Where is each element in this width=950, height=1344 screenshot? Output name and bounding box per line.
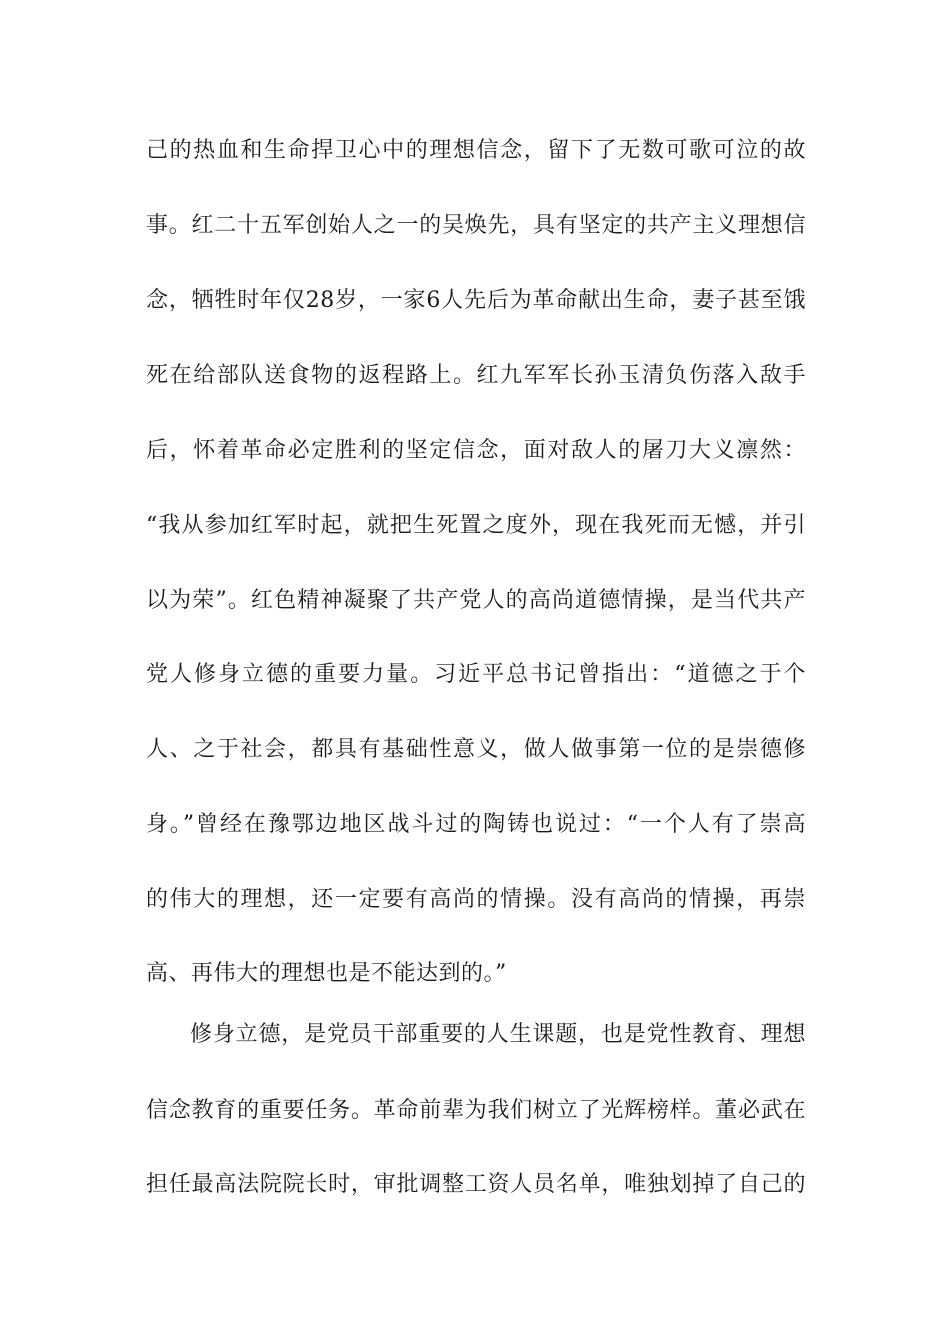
- text-line: 的伟大的理想，还一定要有高尚的情操。没有高尚的情操，再崇: [146, 887, 806, 912]
- text-line: 以为荣”。红色精神凝聚了共产党人的高尚道德情操，是当代共产: [146, 588, 806, 613]
- text-line: 担任最高法院院长时，审批调整工资人员名单，唯独划掉了自己的: [146, 1172, 806, 1197]
- text-line: 死在给部队送食物的返程路上。红九军军长孙玉清负伤落入敌手: [146, 363, 806, 388]
- text-line: “我从参加红军时起，就把生死置之度外，现在我死而无憾，并引: [146, 513, 806, 538]
- text-line: 身。”曾经在豫鄂边地区战斗过的陶铸也说过：“一个人有了崇高: [146, 812, 806, 837]
- text-line: 己的热血和生命捍卫心中的理想信念，留下了无数可歌可泣的故: [146, 138, 806, 163]
- text-line: 事。红二十五军创始人之一的吴焕先，具有坚定的共产主义理想信: [146, 213, 806, 238]
- text-line: 信念教育的重要任务。革命前辈为我们树立了光辉榜样。董必武在: [146, 1098, 806, 1123]
- text-line: 人、之于社会，都具有基础性意义，做人做事第一位的是崇德修: [146, 737, 806, 762]
- text-line: 后，怀着革命必定胜利的坚定信念，面对敌人的屠刀大义凛然：: [146, 438, 806, 463]
- paragraph-first-line: 修身立德，是党员干部重要的人生课题，也是党性教育、理想: [190, 1022, 806, 1047]
- text-line: 高、再伟大的理想也是不能达到的。”: [146, 961, 507, 986]
- text-line: 念，牺牲时年仅28岁，一家6人先后为革命献出生命，妻子甚至饿: [146, 288, 806, 313]
- text-line: 党人修身立德的重要力量。习近平总书记曾指出：“道德之于个: [146, 662, 806, 687]
